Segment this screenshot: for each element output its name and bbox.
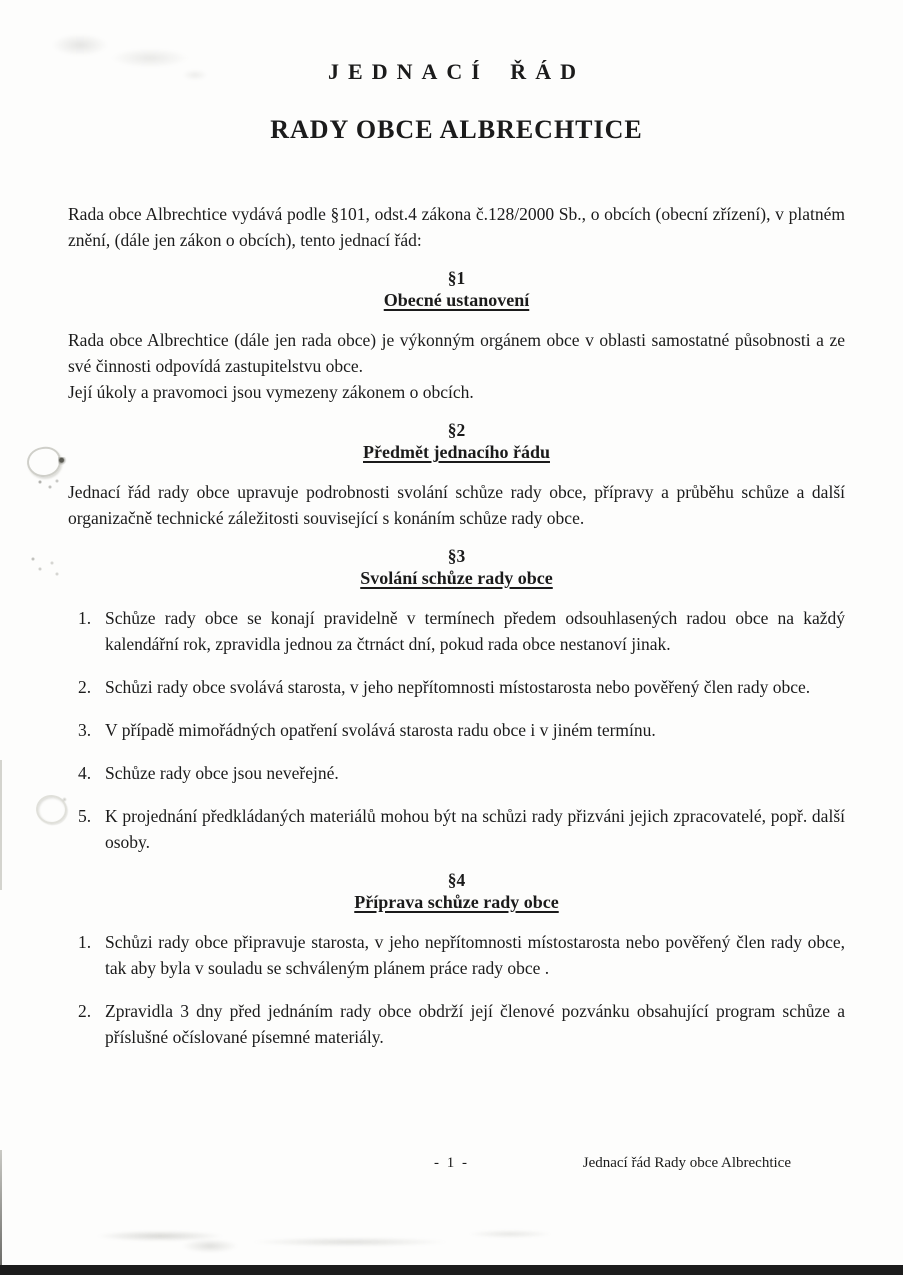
list-item-number: 1. (78, 608, 92, 628)
list-item-number: 4. (78, 763, 92, 783)
paragraph: Jednací řád rady obce upravuje podrobnosti svolání schůze rady obce, přípravy a průběhu schůze a další organizačně technické záležitosti související s konáním schůze rady obce. (68, 482, 845, 528)
document-section (68, 268, 845, 405)
page-title: JEDNACÍ ŘÁD (328, 59, 585, 84)
page-footer (0, 1155, 903, 1179)
list-item (68, 760, 845, 786)
list-item-text: V případě mimořádných opatření svolává starosta radu obce i v jiném termínu. (105, 720, 656, 740)
list-item (68, 674, 845, 700)
section-header (68, 420, 845, 464)
list-item (68, 998, 845, 1050)
scan-artifact-dot (62, 797, 67, 802)
paragraph: Její úkoly a pravomoci jsou vymezeny zákonem o obcích. (68, 382, 474, 402)
scan-artifact-squiggle (58, 457, 67, 465)
list-item-text: Schůze rady obce jsou neveřejné. (105, 763, 339, 783)
list-item-number: 2. (78, 677, 92, 697)
list-item (68, 929, 845, 981)
list-item-text: Schůzi rady obce připravuje starosta, v jeho nepřítomnosti místostarosta nebo pověřený člen rady obce, tak aby byla v souladu se schváleným plánem práce rady obce . (105, 932, 845, 978)
page-subtitle: RADY OBCE ALBRECHTICE (270, 115, 643, 144)
section-number: §3 (447, 546, 466, 566)
intro-paragraph: Rada obce Albrechtice vydává podle §101, odst.4 zákona č.128/2000 Sb., o obcích (obecní zřízení), v platném znění, (dále jen zákon o obcích), tento jednací řád: (68, 204, 845, 250)
list-item-number: 1. (78, 932, 92, 952)
sections-container (68, 268, 845, 1050)
list-item (68, 717, 845, 743)
list-item-text: Schůzi rady obce svolává starosta, v jeho nepřítomnosti místostarosta nebo pověřený člen rady obce. (105, 677, 811, 697)
section-heading: Předmět jednacího řádu (363, 442, 550, 462)
scan-smudge-bottom (50, 1222, 570, 1256)
list-item-number: 5. (78, 806, 92, 826)
numbered-list (68, 605, 845, 855)
section-heading: Svolání schůze rady obce (360, 568, 553, 588)
scanner-bottom-bar (0, 1265, 903, 1275)
section-number: §4 (447, 870, 466, 890)
section-number: §1 (447, 268, 466, 288)
document-section (68, 870, 845, 1050)
section-header (68, 268, 845, 312)
document-section (68, 546, 845, 855)
list-item-number: 2. (78, 1001, 92, 1021)
list-item (68, 803, 845, 855)
section-header (68, 870, 845, 914)
numbered-list (68, 929, 845, 1050)
list-item-text: Zpravidla 3 dny před jednáním rady obce obdrží její členové pozvánku obsahující program schůze a příslušné očíslované písemné materiály. (105, 1001, 845, 1047)
footer-doc-title: Jednací řád Rady obce Albrechtice (582, 1155, 791, 1171)
list-item-number: 3. (78, 720, 92, 740)
document-body (68, 57, 845, 1050)
section-heading: Příprava schůze rady obce (354, 892, 559, 912)
section-number: §2 (447, 420, 466, 440)
section-heading: Obecné ustanovení (383, 290, 530, 310)
scan-edge-line-mid (0, 760, 2, 890)
list-item-text: Schůze rady obce se konají pravidelně v termínech předem odsouhlasených radou obce na každý kalendářní rok, zpravidla jednou za čtrnáct dní, pokud rada obce nestanoví jinak. (105, 608, 845, 654)
page-number: - 1 - (434, 1155, 469, 1171)
document-section (68, 420, 845, 531)
list-item (68, 605, 845, 657)
scan-artifact-specks (36, 478, 62, 494)
section-header (68, 546, 845, 590)
paragraph: Rada obce Albrechtice (dále jen rada obce) je výkonným orgánem obce v oblasti samostatné působnosti a ze své činnosti odpovídá zastupitelstvu obce. (68, 330, 845, 376)
scan-artifact-specks-mid (28, 553, 62, 579)
list-item-text: K projednání předkládaných materiálů mohou být na schůzi rady přizváni jejich zpracovatelé, popř. další osoby. (105, 806, 845, 852)
